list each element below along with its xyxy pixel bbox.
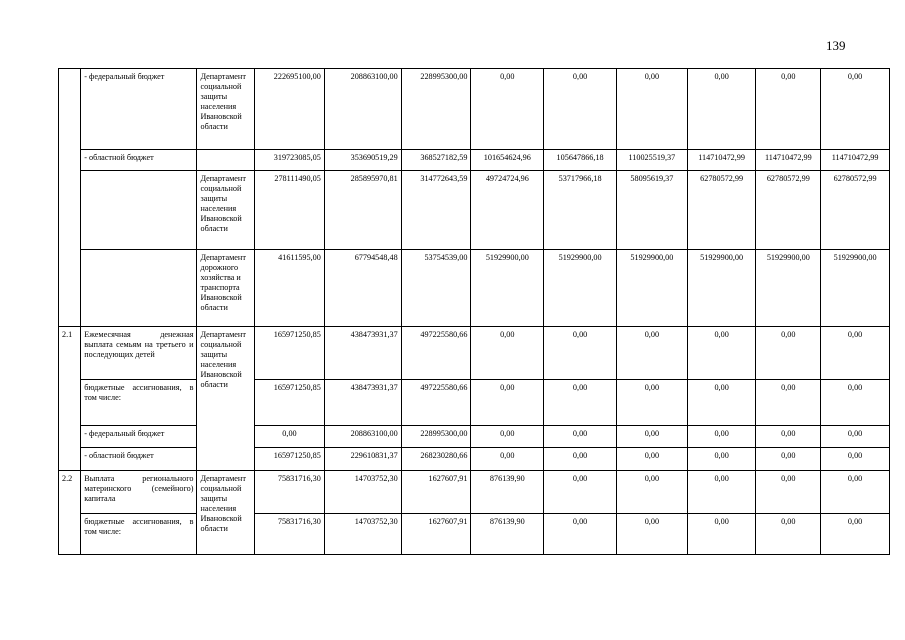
value-cell: 0,00 <box>821 514 890 555</box>
value-cell: 0,00 <box>756 380 821 426</box>
value-cell: 114710472,99 <box>687 150 756 171</box>
value-cell: 0,00 <box>821 69 890 150</box>
value-cell: 51929900,00 <box>756 250 821 327</box>
value-cell: 314772643,59 <box>401 171 471 250</box>
value-cell: 0,00 <box>687 448 756 471</box>
table-row <box>59 426 890 448</box>
value-cell: 228995300,00 <box>401 69 471 150</box>
table-row <box>59 327 890 380</box>
value-cell: 0,00 <box>821 380 890 426</box>
row-name: - федеральный бюджет <box>81 426 197 448</box>
value-cell: 222695100,00 <box>255 69 325 150</box>
value-cell: 75831716,30 <box>255 514 325 555</box>
value-cell: 497225580,66 <box>401 327 471 380</box>
table-row <box>59 514 890 555</box>
value-cell: 0,00 <box>616 471 687 514</box>
value-cell: 0,00 <box>616 514 687 555</box>
row-name: Ежемесячная денежная выплата семьям на третьего и последующих детей <box>81 327 197 380</box>
value-cell: 14703752,30 <box>324 514 401 555</box>
row-executor <box>197 150 255 171</box>
value-cell: 0,00 <box>544 380 617 426</box>
value-cell: 278111490,05 <box>255 171 325 250</box>
value-cell: 110025519,37 <box>616 150 687 171</box>
row-executor: Департамент социальной защиты населения Ивановской области <box>197 471 255 555</box>
value-cell: 0,00 <box>471 327 544 380</box>
table-body <box>59 69 890 555</box>
value-cell: 229610831,37 <box>324 448 401 471</box>
value-cell: 0,00 <box>756 327 821 380</box>
value-cell: 0,00 <box>616 380 687 426</box>
row-index: 2.1 <box>59 327 81 471</box>
value-cell: 75831716,30 <box>255 471 325 514</box>
page-number: 139 <box>826 38 846 53</box>
value-cell: 62780572,99 <box>687 171 756 250</box>
row-name: Выплата регионального материнского (семейного) капитала <box>81 471 197 514</box>
value-cell: 438473931,37 <box>324 327 401 380</box>
row-name: бюджетные ассигнования, в том числе: <box>81 380 197 426</box>
value-cell: 0,00 <box>616 448 687 471</box>
value-cell: 114710472,99 <box>821 150 890 171</box>
value-cell: 1627607,91 <box>401 471 471 514</box>
table-row <box>59 250 890 327</box>
table-row <box>59 471 890 514</box>
value-cell: 51929900,00 <box>471 250 544 327</box>
value-cell: 0,00 <box>756 448 821 471</box>
value-cell: 0,00 <box>616 327 687 380</box>
value-cell: 1627607,91 <box>401 514 471 555</box>
value-cell: 497225580,66 <box>401 380 471 426</box>
row-name: бюджетные ассигнования, в том числе: <box>81 514 197 555</box>
row-executor: Департамент дорожного хозяйства и транспорта Ивановской области <box>197 250 255 327</box>
value-cell: 0,00 <box>471 380 544 426</box>
value-cell: 353690519,29 <box>324 150 401 171</box>
value-cell: 0,00 <box>821 448 890 471</box>
value-cell: 0,00 <box>544 448 617 471</box>
value-cell: 53717966,18 <box>544 171 617 250</box>
value-cell: 0,00 <box>687 426 756 448</box>
row-name <box>81 250 197 327</box>
value-cell: 49724724,96 <box>471 171 544 250</box>
value-cell: 14703752,30 <box>324 471 401 514</box>
value-cell: 0,00 <box>756 471 821 514</box>
value-cell: 0,00 <box>471 448 544 471</box>
value-cell: 51929900,00 <box>687 250 756 327</box>
value-cell: 319723085,05 <box>255 150 325 171</box>
table-row <box>59 171 890 250</box>
value-cell: 67794548,48 <box>324 250 401 327</box>
value-cell: 0,00 <box>687 327 756 380</box>
row-index <box>59 69 81 327</box>
value-cell: 165971250,85 <box>255 380 325 426</box>
value-cell: 53754539,00 <box>401 250 471 327</box>
value-cell: 0,00 <box>687 69 756 150</box>
value-cell: 0,00 <box>544 471 617 514</box>
value-cell: 0,00 <box>544 426 617 448</box>
value-cell: 62780572,99 <box>821 171 890 250</box>
value-cell: 0,00 <box>687 380 756 426</box>
value-cell: 0,00 <box>616 426 687 448</box>
table-row <box>59 150 890 171</box>
value-cell: 268230280,66 <box>401 448 471 471</box>
value-cell: 114710472,99 <box>756 150 821 171</box>
value-cell: 0,00 <box>687 471 756 514</box>
value-cell: 101654624,96 <box>471 150 544 171</box>
value-cell: 285895970,81 <box>324 171 401 250</box>
row-index: 2.2 <box>59 471 81 555</box>
value-cell: 0,00 <box>821 471 890 514</box>
value-cell: 51929900,00 <box>616 250 687 327</box>
value-cell: 876139,90 <box>471 514 544 555</box>
value-cell: 0,00 <box>687 514 756 555</box>
value-cell: 0,00 <box>255 426 325 448</box>
value-cell: 0,00 <box>544 514 617 555</box>
row-executor: Департамент социальной защиты населения Ивановской области <box>197 171 255 250</box>
value-cell: 41611595,00 <box>255 250 325 327</box>
value-cell: 62780572,99 <box>756 171 821 250</box>
value-cell: 165971250,85 <box>255 327 325 380</box>
row-name: - областной бюджет <box>81 150 197 171</box>
value-cell: 208863100,00 <box>324 426 401 448</box>
row-name: - федеральный бюджет <box>81 69 197 150</box>
row-name <box>81 171 197 250</box>
value-cell: 0,00 <box>544 69 617 150</box>
value-cell: 58095619,37 <box>616 171 687 250</box>
table-row <box>59 380 890 426</box>
value-cell: 438473931,37 <box>324 380 401 426</box>
value-cell: 105647866,18 <box>544 150 617 171</box>
value-cell: 0,00 <box>616 69 687 150</box>
value-cell: 0,00 <box>821 426 890 448</box>
value-cell: 0,00 <box>544 327 617 380</box>
value-cell: 51929900,00 <box>544 250 617 327</box>
value-cell: 208863100,00 <box>324 69 401 150</box>
value-cell: 0,00 <box>471 426 544 448</box>
value-cell: 0,00 <box>471 69 544 150</box>
value-cell: 368527182,59 <box>401 150 471 171</box>
row-name: - областной бюджет <box>81 448 197 471</box>
value-cell: 0,00 <box>756 426 821 448</box>
budget-table <box>58 68 890 555</box>
row-executor: Департамент социальной защиты населения Ивановской области <box>197 69 255 150</box>
value-cell: 228995300,00 <box>401 426 471 448</box>
value-cell: 876139,90 <box>471 471 544 514</box>
value-cell: 0,00 <box>756 69 821 150</box>
table-row <box>59 69 890 150</box>
value-cell: 51929900,00 <box>821 250 890 327</box>
table-row <box>59 448 890 471</box>
row-executor: Департамент социальной защиты населения Ивановской области <box>197 327 255 471</box>
value-cell: 0,00 <box>821 327 890 380</box>
value-cell: 0,00 <box>756 514 821 555</box>
value-cell: 165971250,85 <box>255 448 325 471</box>
